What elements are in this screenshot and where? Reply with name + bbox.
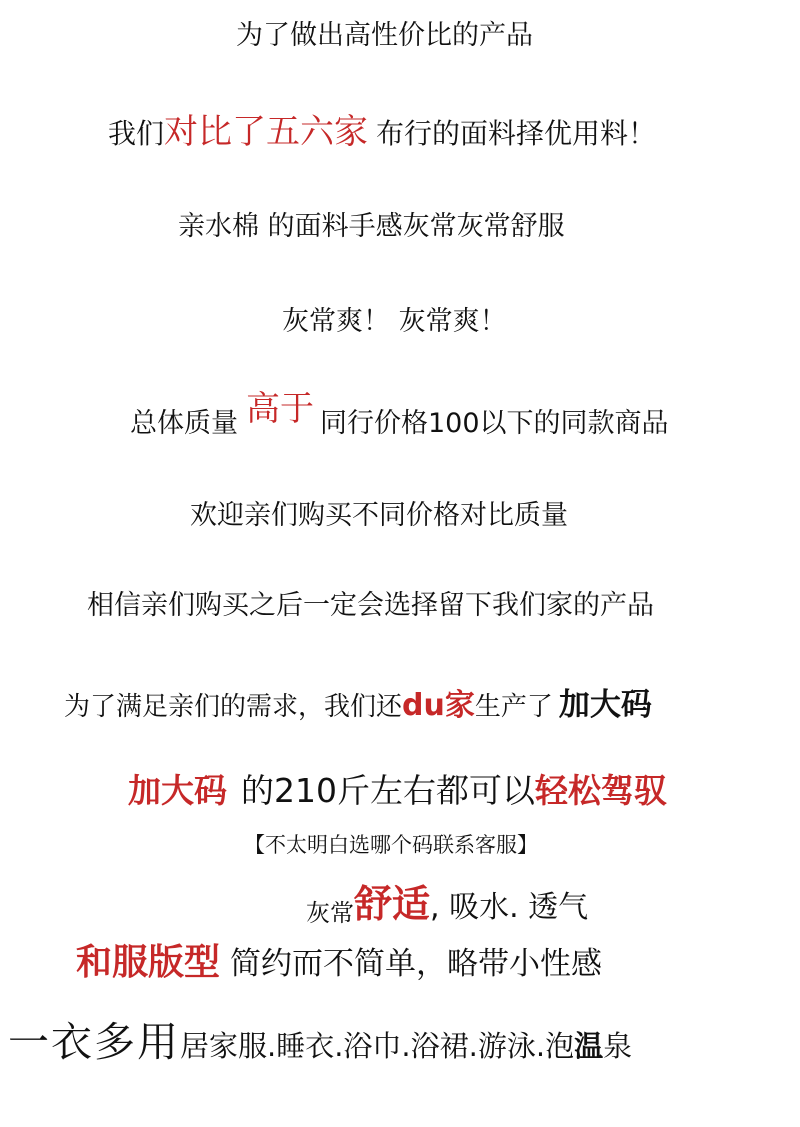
line-11-highlight: 舒适 (354, 882, 431, 926)
line-5-highlight: 高于 (246, 389, 314, 429)
line-2-lead: 我们 (108, 117, 165, 150)
line-12 (76, 942, 603, 983)
line-9-highlight: 轻松驾驭 (535, 771, 667, 810)
line-8-lead: 为了满足亲们的需求，我们还 (64, 692, 403, 722)
line-13-tail: 泉 (603, 1029, 633, 1063)
line-4: 灰常爽！ 灰常爽！ (282, 306, 507, 337)
line-12-tail: 简约而不简单，略带小性感 (230, 946, 603, 982)
line-8 (64, 687, 652, 723)
line-13 (8, 1018, 633, 1066)
line-2 (108, 112, 657, 152)
line-10: 【不太明白选哪个码联系客服】 (244, 833, 538, 857)
line-2-highlight: 对比了五六家 (164, 112, 369, 152)
line-13-lead: 一衣多用 (8, 1018, 180, 1066)
line-5 (130, 389, 669, 439)
line-11-lead: 灰常 (306, 899, 354, 927)
line-7: 相信亲们购买之后一定会选择留下我们家的产品 (87, 590, 654, 621)
line-8-highlight: du家 (402, 688, 475, 723)
line-12-lead: 和服版型 (76, 942, 221, 983)
line-8-mid: 生产了 (474, 692, 553, 722)
line-9 (128, 771, 667, 810)
line-13-bold-char: 温 (574, 1029, 604, 1063)
line-1: 为了做出高性价比的产品 (236, 20, 533, 51)
line-13-mid: 居家服.睡衣.浴巾.浴裙.游泳.泡 (180, 1029, 575, 1063)
line-6: 欢迎亲们购买不同价格对比质量 (190, 500, 568, 531)
line-8-emphasis: 加大码 (558, 687, 652, 723)
line-5-lead: 总体质量 (130, 408, 238, 439)
line-11 (306, 882, 589, 927)
line-9-lead: 加大码 (128, 771, 227, 810)
line-3: 亲水棉 的面料手感灰常灰常舒服 (178, 211, 565, 242)
line-2-tail: 布行的面料择优用料！ (376, 117, 657, 150)
line-9-mid: 的210斤左右都可以 (241, 771, 535, 810)
line-11-tail: , 吸水. 透气 (430, 890, 589, 925)
line-5-tail: 同行价格100以下的同款商品 (320, 408, 669, 439)
